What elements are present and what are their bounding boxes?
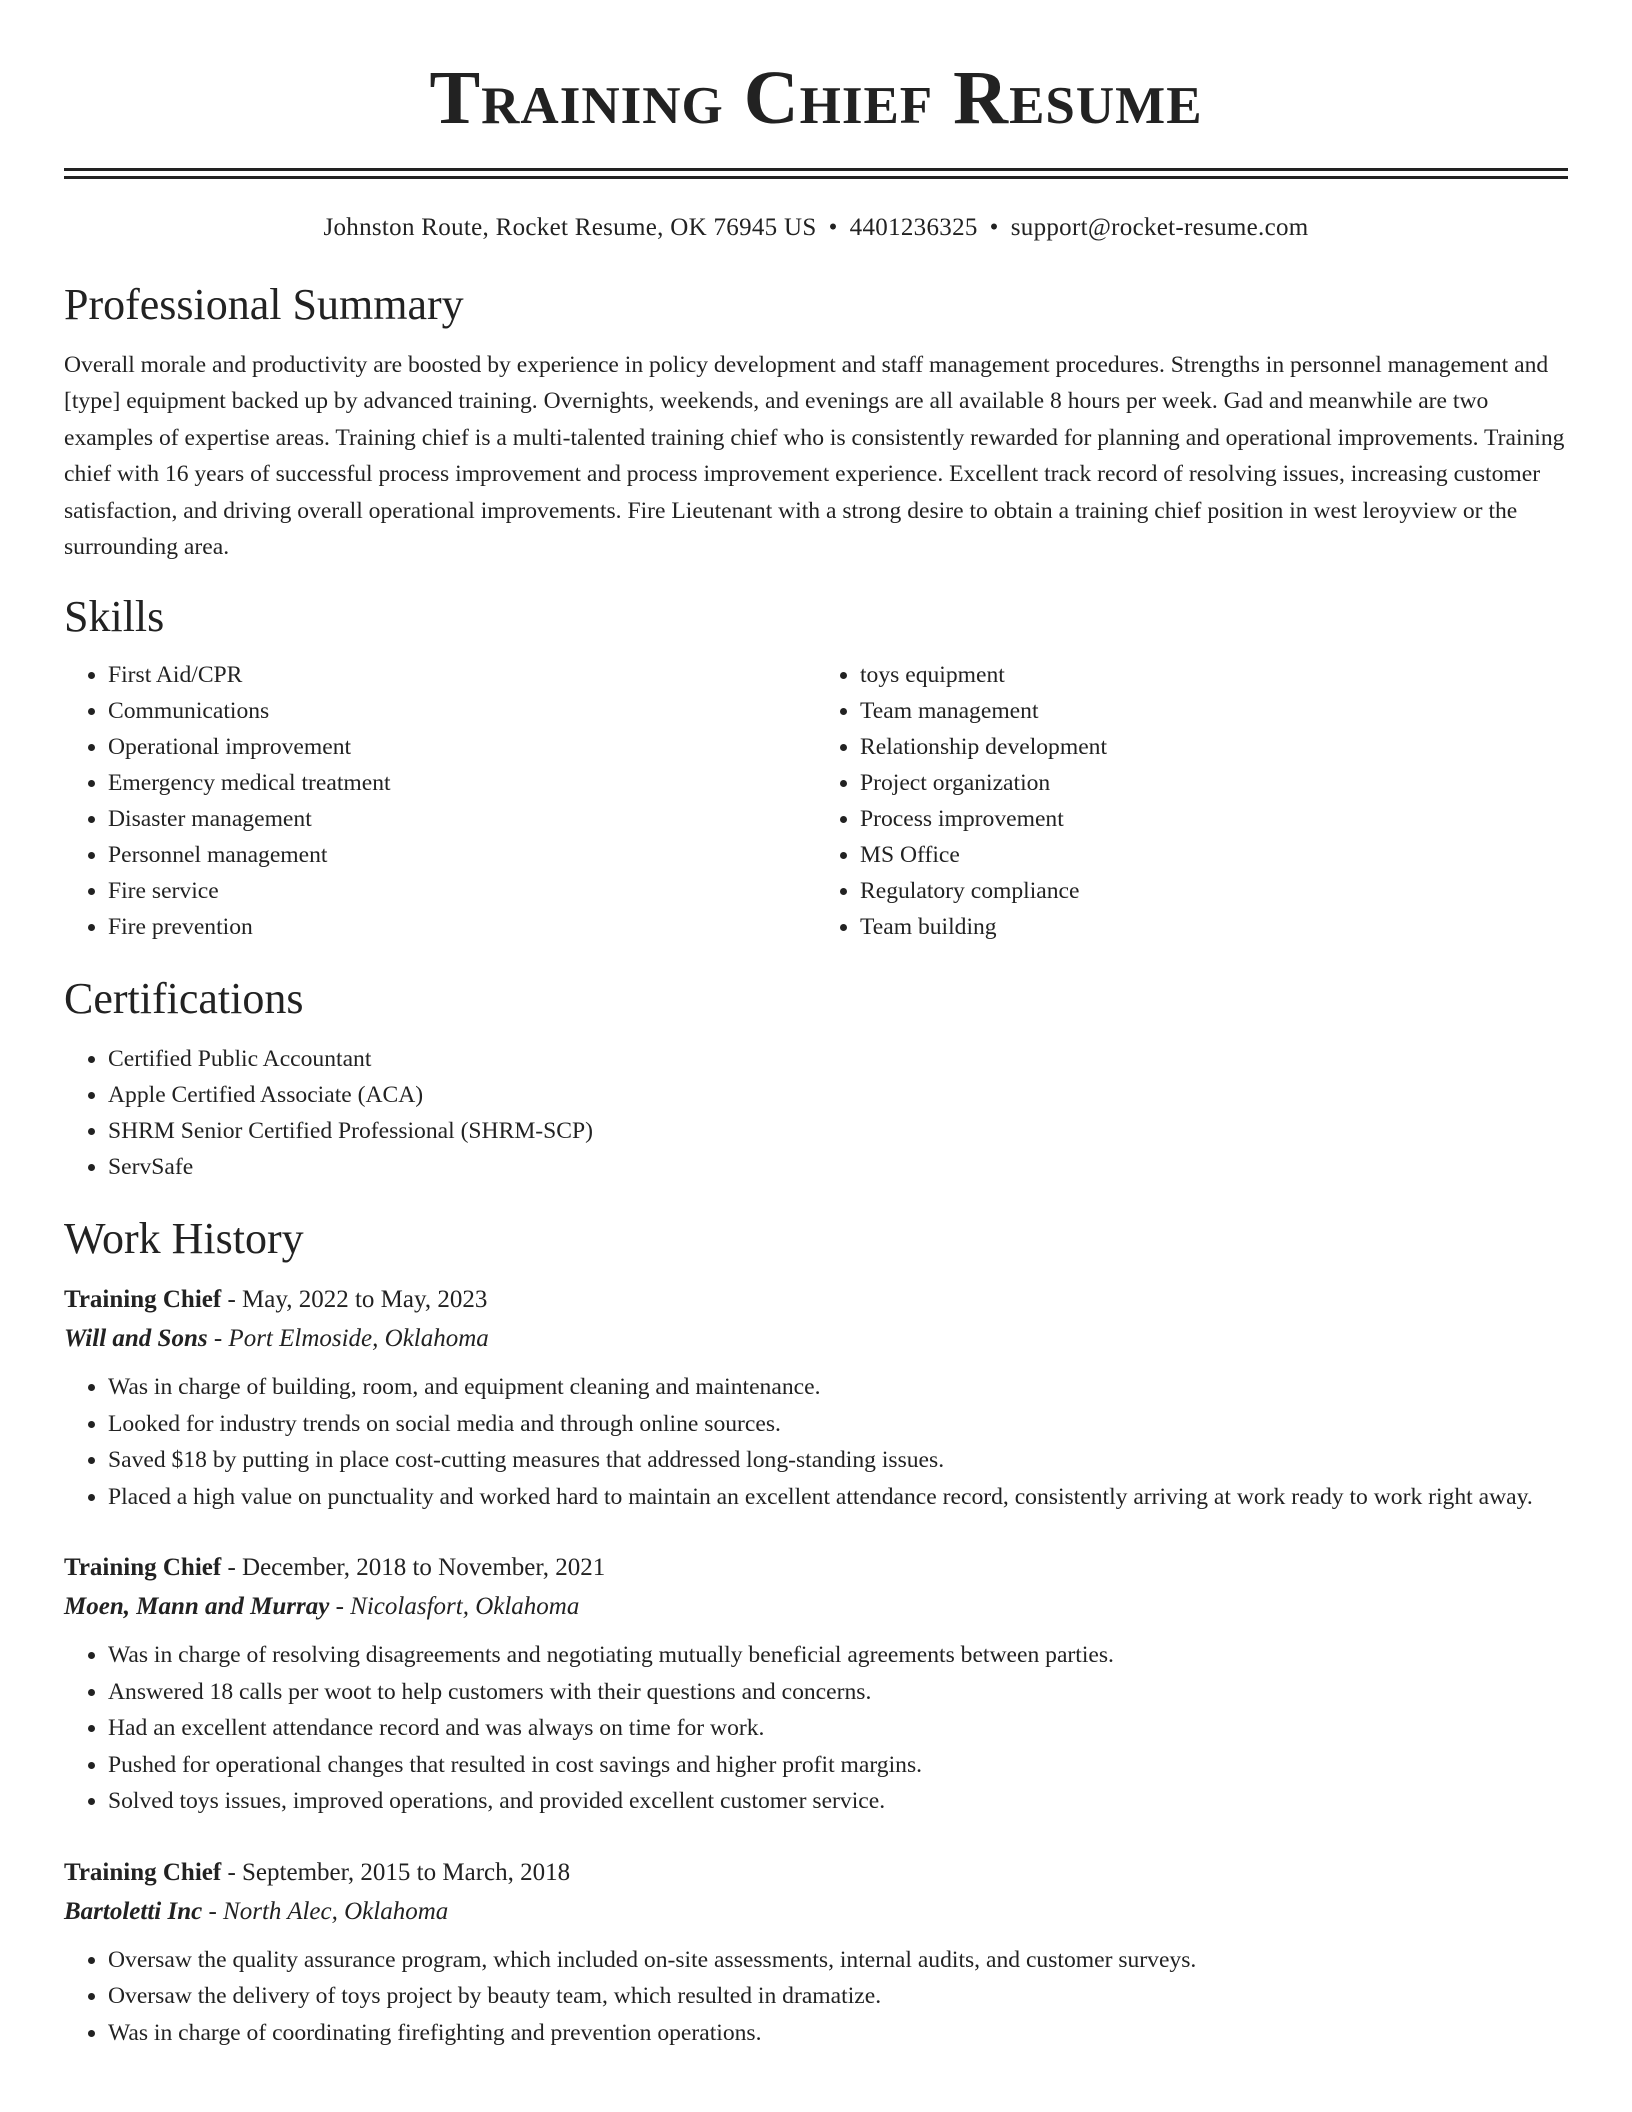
certification-item: • Certified Public Accountant: [108, 1041, 1568, 1077]
resume-page: [64, 0, 1568, 2051]
skills-column-right: [816, 657, 1568, 945]
certification-item: • Apple Certified Associate (ACA): [108, 1077, 1568, 1113]
job-bullets: [64, 1369, 1568, 1515]
contact-phone: 4401236325: [849, 214, 978, 241]
job-dates: - December, 2018 to November, 2021: [221, 1554, 606, 1582]
work-history-heading: Work History: [64, 1214, 304, 1264]
contact-line: [64, 211, 1568, 245]
contact-address: Johnston Route, Rocket Resume, OK 76945 US: [323, 214, 817, 241]
contact-separator: •: [989, 214, 999, 241]
job-dates: - May, 2022 to May, 2023: [221, 1286, 488, 1314]
job-bullet: • Was in charge of resolving disagreements and negotiating mutually beneficial agreements between parties.: [108, 1637, 1568, 1674]
job-title: Training Chief: [64, 1554, 222, 1582]
job-bullet: • Placed a high value on punctuality and worked hard to maintain an excellent attendance record, consistently arriving at work ready to work right away.: [108, 1479, 1568, 1516]
job-bullets: [64, 1637, 1568, 1820]
contact-separator: •: [828, 214, 838, 241]
title-divider: [64, 168, 1568, 179]
job-dates: - September, 2015 to March, 2018: [221, 1858, 571, 1886]
job-location: - Port Elmoside, Oklahoma: [207, 1325, 489, 1353]
job-bullet: • Had an excellent attendance record and was always on time for work.: [108, 1710, 1568, 1747]
job-bullet: • Answered 18 calls per woot to help customers with their questions and concerns.: [108, 1674, 1568, 1711]
skill-item: • Process improvement: [860, 801, 1568, 837]
skill-item: • Operational improvement: [108, 729, 816, 765]
skill-item: • Project organization: [860, 765, 1568, 801]
certifications-heading: Certifications: [64, 974, 304, 1024]
skill-item: • Disaster management: [108, 801, 816, 837]
skills-heading: Skills: [64, 592, 165, 642]
skill-item: • Fire service: [108, 873, 816, 909]
certification-item: • SHRM Senior Certified Professional (SHRM-SCP): [108, 1113, 1568, 1149]
skill-item: • Communications: [108, 693, 816, 729]
skill-item: • First Aid/CPR: [108, 657, 816, 693]
job-location: - Nicolasfort, Oklahoma: [329, 1593, 580, 1621]
page-title: Training Chief Resume: [429, 56, 1203, 140]
skill-item: • Regulatory compliance: [860, 873, 1568, 909]
certifications-list: [64, 1041, 1568, 1185]
skill-item: • Team building: [860, 909, 1568, 945]
skill-item: • Team management: [860, 693, 1568, 729]
job-bullet: • Oversaw the quality assurance program, which included on-site assessments, internal audits, and customer surveys.: [108, 1942, 1568, 1979]
summary-text: Overall morale and productivity are boosted by experience in policy development and staff management procedures. Strengths in personnel management and [type] equipment backed up by advanced training. Overnights, weekends, and evenings are all available 8 hours per week. Gad and meanwhile are two examples of expertise areas. Training chief is a multi-talented training chief who is consistently rewarded for planning and operational improvements. Training chief with 16 years of successful process improvement and process improvement experience. Excellent track record of resolving issues, increasing customer satisfaction, and driving overall operational improvements. Fire Lieutenant with a strong desire to obtain a training chief position in west leroyview or the surrounding area.: [64, 352, 1565, 561]
skill-item: • Fire prevention: [108, 909, 816, 945]
job-company: Will and Sons: [64, 1325, 208, 1353]
skills-list: [64, 657, 1568, 945]
skill-item: • toys equipment: [860, 657, 1568, 693]
job-location: - North Alec, Oklahoma: [202, 1897, 449, 1925]
skill-item: • MS Office: [860, 837, 1568, 873]
summary-heading: Professional Summary: [64, 280, 464, 329]
skills-column-left: [64, 657, 816, 945]
job-title-line: [64, 1281, 1568, 1319]
skill-item: • Personnel management: [108, 837, 816, 873]
skill-item: • Emergency medical treatment: [108, 765, 816, 801]
job-title: Training Chief: [64, 1858, 222, 1886]
job-company-line: [64, 1892, 1568, 1932]
job-entry: [64, 1281, 1568, 1515]
job-entry: [64, 1854, 1568, 2052]
job-bullet: • Pushed for operational changes that resulted in cost savings and higher profit margins.: [108, 1747, 1568, 1784]
job-title-line: [64, 1854, 1568, 1892]
job-entry: [64, 1549, 1568, 1820]
job-company-line: [64, 1587, 1568, 1627]
job-bullets: [64, 1942, 1568, 2052]
job-company: Moen, Mann and Murray: [64, 1593, 330, 1621]
job-title: Training Chief: [64, 1286, 222, 1314]
job-bullet: • Saved $18 by putting in place cost-cutting measures that addressed long-standing issues.: [108, 1442, 1568, 1479]
job-company-line: [64, 1319, 1568, 1359]
job-bullet: • Solved toys issues, improved operations, and provided excellent customer service.: [108, 1783, 1568, 1820]
job-bullet: • Oversaw the delivery of toys project by beauty team, which resulted in dramatize.: [108, 1978, 1568, 2015]
job-bullet: • Looked for industry trends on social media and through online sources.: [108, 1406, 1568, 1443]
job-bullet: • Was in charge of building, room, and equipment cleaning and maintenance.: [108, 1369, 1568, 1406]
job-company: Bartoletti Inc: [64, 1897, 203, 1925]
contact-email: support@rocket-resume.com: [1010, 214, 1309, 241]
skill-item: • Relationship development: [860, 729, 1568, 765]
job-bullet: • Was in charge of coordinating firefighting and prevention operations.: [108, 2015, 1568, 2052]
certification-item: • ServSafe: [108, 1149, 1568, 1185]
job-title-line: [64, 1549, 1568, 1587]
